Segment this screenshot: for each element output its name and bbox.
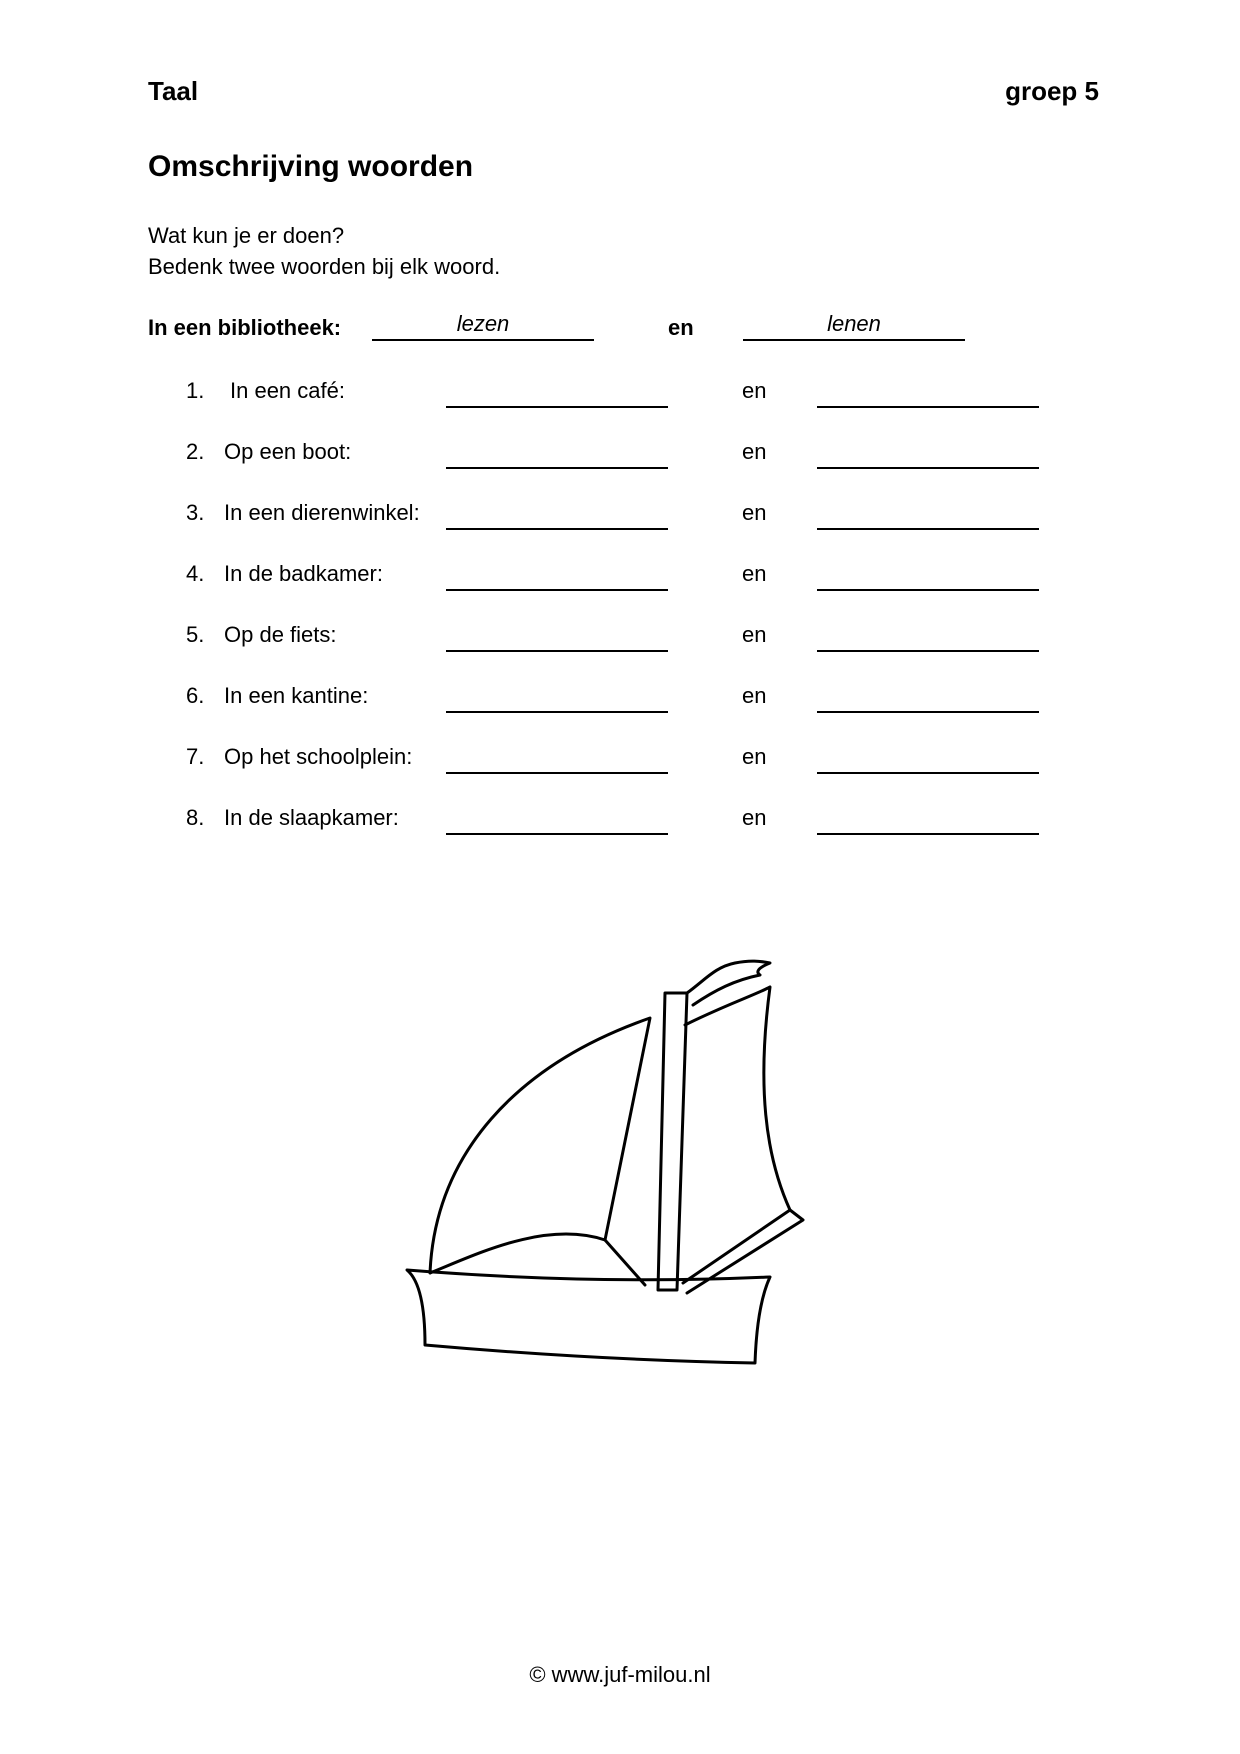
question-number: 2. [186, 439, 205, 464]
example-answer-2: lenen [743, 309, 965, 341]
question-text: Op de fiets: [224, 622, 337, 647]
connector: en [742, 439, 767, 464]
connector: en [742, 561, 767, 586]
footer-copyright: © www.juf-milou.nl [529, 1662, 711, 1687]
question-row [0, 799, 1240, 839]
sailboat-drawing-icon [395, 955, 835, 1395]
worksheet-title: Omschrijving woorden [148, 150, 474, 183]
answer-line-1[interactable] [446, 498, 668, 530]
question-row [0, 677, 1240, 717]
question-row [0, 555, 1240, 595]
question-number: 5. [186, 622, 205, 647]
example-label: In een bibliotheek: [148, 315, 342, 340]
answer-line-2[interactable] [817, 803, 1039, 835]
question-number: 4. [186, 561, 205, 586]
answer-line-2[interactable] [817, 437, 1039, 469]
question-row [0, 372, 1240, 412]
answer-line-2[interactable] [817, 620, 1039, 652]
question-text: In de badkamer: [224, 561, 383, 586]
answer-line-2[interactable] [817, 681, 1039, 713]
answer-line-1[interactable] [446, 742, 668, 774]
instruction-line-2: Bedenk twee woorden bij elk woord. [148, 254, 501, 279]
question-text: In een dierenwinkel: [224, 500, 420, 525]
question-row [0, 433, 1240, 473]
answer-line-2[interactable] [817, 498, 1039, 530]
question-number: 3. [186, 500, 205, 525]
instruction-line-1: Wat kun je er doen? [148, 223, 345, 248]
question-text: In de slaapkamer: [224, 805, 399, 830]
question-number: 7. [186, 744, 205, 769]
answer-line-1[interactable] [446, 559, 668, 591]
answer-line-2[interactable] [817, 376, 1039, 408]
question-row [0, 738, 1240, 778]
answer-line-2[interactable] [817, 559, 1039, 591]
connector: en [742, 500, 767, 525]
connector: en [742, 378, 767, 403]
question-text: Op het schoolplein: [224, 744, 413, 769]
connector: en [742, 622, 767, 647]
question-row [0, 616, 1240, 656]
answer-line-1[interactable] [446, 803, 668, 835]
connector: en [742, 744, 767, 769]
answer-line-1[interactable] [446, 681, 668, 713]
connector: en [742, 805, 767, 830]
subject-label: Taal [148, 76, 199, 106]
answer-line-1[interactable] [446, 376, 668, 408]
answer-line-1[interactable] [446, 620, 668, 652]
question-number: 1. [186, 378, 205, 403]
example-connector: en [668, 315, 694, 340]
question-number: 8. [186, 805, 205, 830]
group-label: groep 5 [1005, 76, 1099, 106]
question-text: In een café: [230, 378, 345, 403]
answer-line-2[interactable] [817, 742, 1039, 774]
example-answer-1: lezen [372, 309, 594, 341]
connector: en [742, 683, 767, 708]
question-text: In een kantine: [224, 683, 369, 708]
answer-line-1[interactable] [446, 437, 668, 469]
question-row [0, 494, 1240, 534]
question-number: 6. [186, 683, 205, 708]
question-text: Op een boot: [224, 439, 352, 464]
